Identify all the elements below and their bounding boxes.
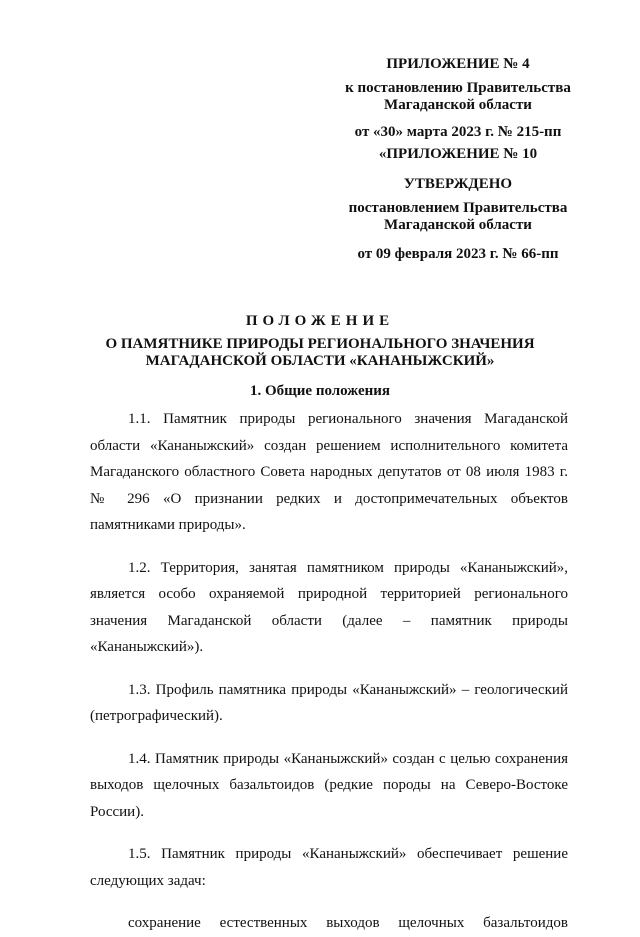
- approved-region: Магаданской области: [384, 217, 532, 233]
- document-heading: ПОЛОЖЕНИЕ: [245, 313, 395, 329]
- document-subtitle-line-1: О ПАМЯТНИКЕ ПРИРОДЫ РЕГИОНАЛЬНОГО ЗНАЧЕНИЯ: [105, 336, 535, 352]
- section-body: [90, 406, 568, 937]
- paragraph-task-1: [90, 910, 568, 937]
- paragraph-1-3: 1.3. Профиль памятника природы «Кананыжский» – геологический (петрографический).: [90, 681, 568, 724]
- appendix-4-title: ПРИЛОЖЕНИЕ № 4: [386, 56, 530, 72]
- approved-block: [326, 176, 590, 263]
- paragraph-1-5: 1.5. Памятник природы «Кананыжский» обеспечивает решение следующих задач:: [90, 846, 568, 889]
- appendix-10-block: [326, 146, 590, 163]
- section-heading: 1. Общие положения: [249, 383, 391, 399]
- appendix-4-block: [326, 56, 590, 141]
- appendix-10-title: «ПРИЛОЖЕНИЕ № 10: [378, 146, 538, 162]
- paragraph-1-1: 1.1. Памятник природы регионального значения Магаданской области «Кананыжский» создан решением исполнительного комитета Магаданского областного Совета народных депутатов от 08 июля 1983 г. № 296 «О признании редких и достопримечательных объектов памятниками природы».: [90, 411, 568, 533]
- paragraph-1-4: 1.4. Памятник природы «Кананыжский» создан с целью сохранения выходов щелочных базальтоидов (редкие породы на Северо-Востоке России).: [90, 750, 568, 820]
- document-subtitle-line-2: МАГАДАНСКОЙ ОБЛАСТИ «КАНАНЫЖСКИЙ»: [145, 353, 495, 369]
- approved-date: от 09 февраля 2023 г. № 66-пп: [357, 246, 559, 262]
- approved-title: УТВЕРЖДЕНО: [403, 176, 513, 192]
- paragraph-task-1-text: сохранение естественных выходов щелочных базальтоидов: [128, 915, 568, 931]
- appendix-4-resolution: к постановлению Правительства: [345, 80, 571, 96]
- paragraph-1-2: 1.2. Территория, занятая памятником природы «Кананыжский», является особо охраняемой природной территорией регионального значения Магаданской области (далее – памятник природы «Кананыжский»).: [90, 559, 568, 655]
- appendix-4-date: от «30» марта 2023 г. № 215-пп: [354, 124, 562, 140]
- document-title: [70, 313, 570, 370]
- appendix-4-region: Магаданской области: [384, 97, 532, 113]
- approved-resolution: постановлением Правительства: [348, 200, 568, 216]
